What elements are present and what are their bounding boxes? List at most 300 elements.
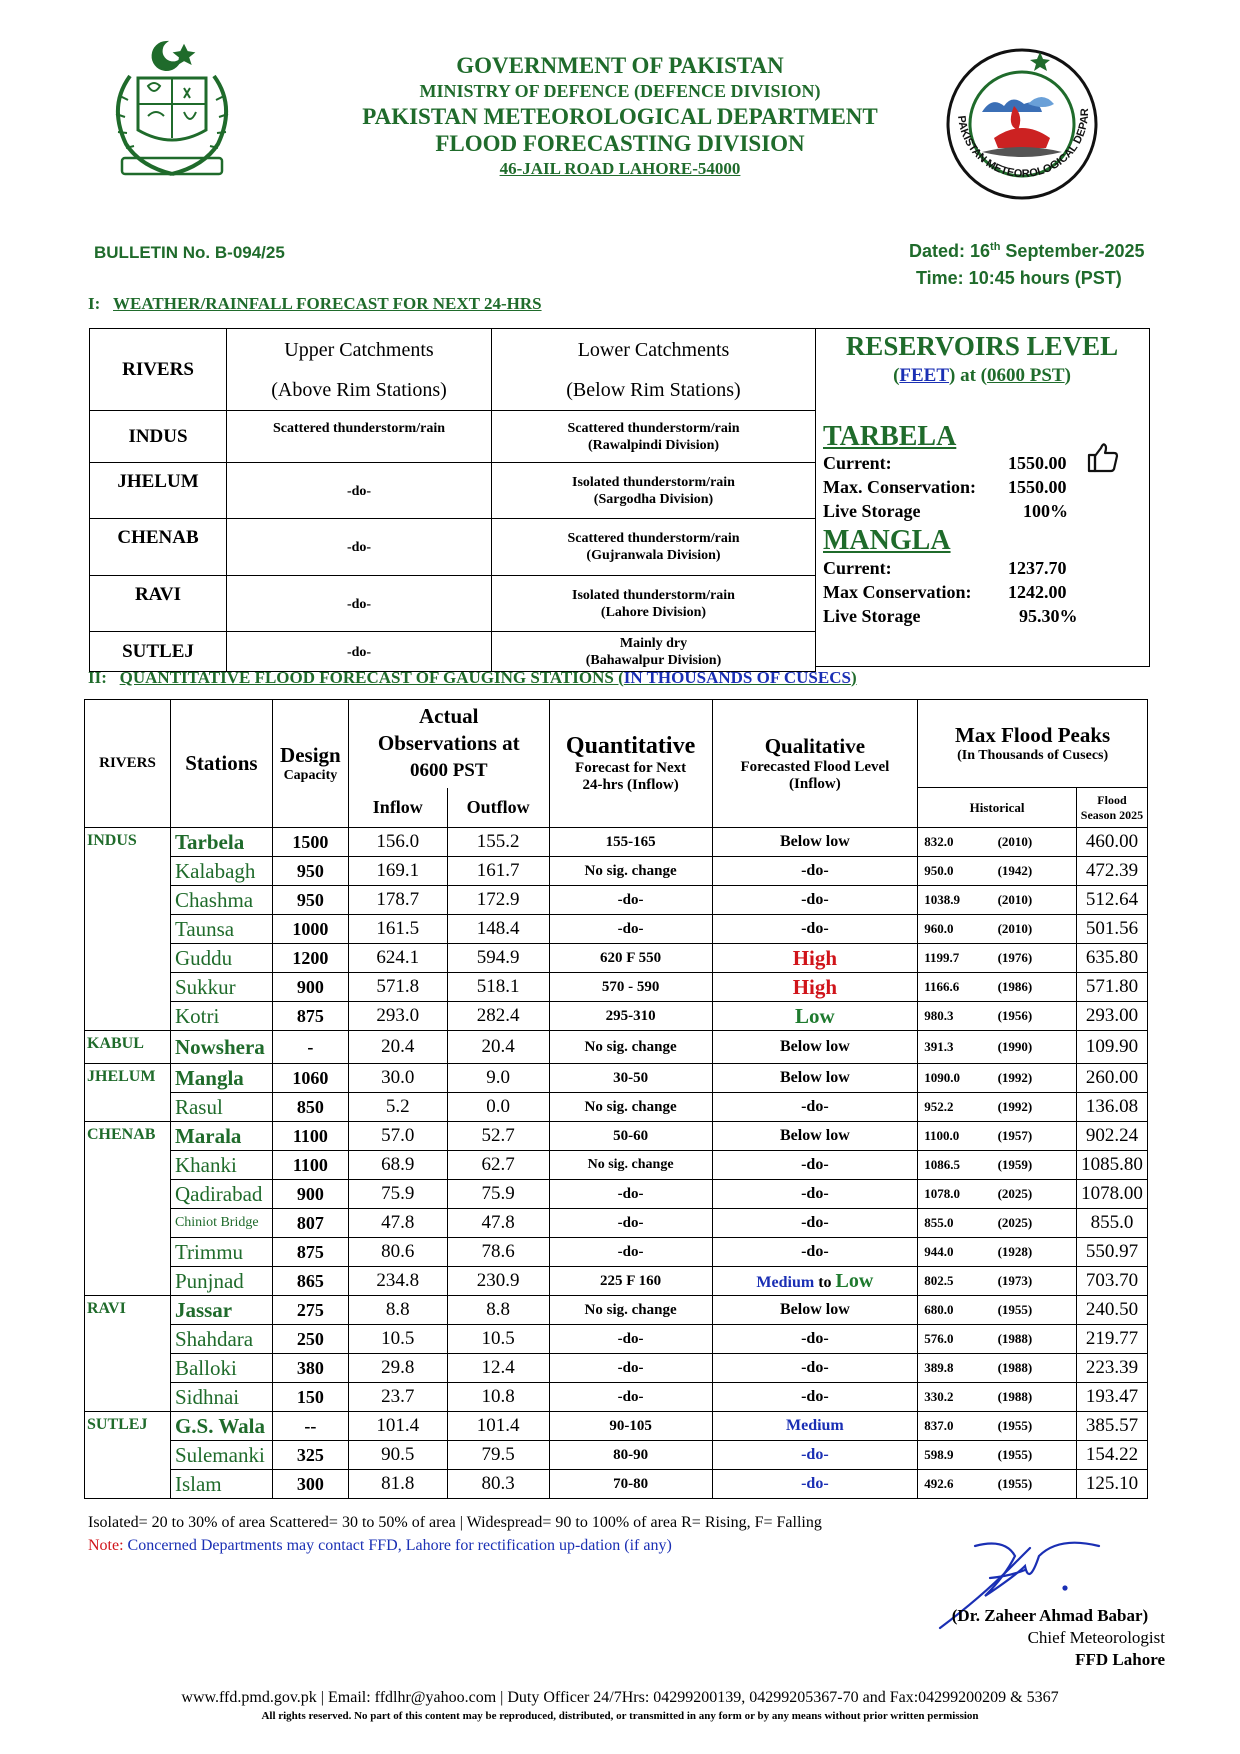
design-capacity: -- (272, 1412, 348, 1441)
table-row (85, 1122, 1148, 1151)
historical-year: (1992) (997, 1070, 1033, 1085)
quantitative-forecast: No sig. change (549, 1093, 712, 1122)
outflow-value: 282.4 (447, 1002, 549, 1031)
col-header-rivers: RIVERS (85, 700, 171, 828)
table-row (85, 886, 1148, 915)
outflow-value: 8.8 (447, 1296, 549, 1325)
mangla-current-value: 1237.70 (1008, 558, 1067, 578)
qualitative-forecast: -do- (712, 1383, 918, 1412)
design-capacity: 900 (272, 973, 348, 1002)
season-peak: 109.90 (1076, 1031, 1147, 1064)
season-peak: 293.00 (1076, 1002, 1147, 1031)
historical-peak (918, 944, 1077, 973)
historical-value: 1086.5 (924, 1157, 960, 1172)
qualitative-forecast: High (712, 973, 918, 1002)
station-name: Sidhnai (170, 1383, 272, 1412)
season-peak: 193.47 (1076, 1383, 1147, 1412)
outflow-value: 101.4 (447, 1412, 549, 1441)
inflow-value: 293.0 (348, 1002, 447, 1031)
season-peak: 1085.80 (1076, 1151, 1147, 1180)
season-peak: 501.56 (1076, 915, 1147, 944)
station-name: Rasul (170, 1093, 272, 1122)
season-peak: 550.97 (1076, 1238, 1147, 1267)
design-capacity: 807 (272, 1209, 348, 1238)
outflow-value: 62.7 (447, 1151, 549, 1180)
design-capacity: 1200 (272, 944, 348, 973)
station-name: Jassar (170, 1296, 272, 1325)
design-capacity: 325 (272, 1441, 348, 1470)
table-row (85, 1325, 1148, 1354)
station-name: Chiniot Bridge (170, 1209, 272, 1238)
table-row (85, 1002, 1148, 1031)
mangla-current-label: Current: (823, 558, 892, 578)
outflow-value: 78.6 (447, 1238, 549, 1267)
station-name: Balloki (170, 1354, 272, 1383)
inflow-value: 75.9 (348, 1180, 447, 1209)
station-name: Mangla (170, 1064, 272, 1093)
historical-year: (1988) (997, 1331, 1033, 1346)
tarbela-max-label: Max. Conservation: (823, 477, 976, 497)
quantitative-forecast: 80-90 (549, 1441, 712, 1470)
historical-peak (918, 1122, 1077, 1151)
mangla-live-label: Live Storage (823, 606, 921, 626)
qualitative-forecast: Below low (712, 1064, 918, 1093)
historical-value: 960.0 (924, 921, 954, 936)
design-capacity: 275 (272, 1296, 348, 1325)
historical-year: (1988) (997, 1360, 1033, 1375)
reservoirs-title: RESERVOIRS LEVEL (845, 331, 1119, 361)
qualitative-forecast: -do- (712, 1238, 918, 1267)
historical-value: 1090.0 (924, 1070, 960, 1085)
station-name: Islam (170, 1470, 272, 1499)
upper-forecast: Scattered thunderstorm/rain (227, 411, 492, 463)
qualitative-forecast: -do- (712, 857, 918, 886)
historical-peak (918, 1470, 1077, 1499)
outflow-value: 9.0 (447, 1064, 549, 1093)
header-line-2: MINISTRY OF DEFENCE (DEFENCE DIVISION) (419, 81, 821, 101)
outflow-value: 518.1 (447, 973, 549, 1002)
inflow-value: 23.7 (348, 1383, 447, 1412)
season-peak: 260.00 (1076, 1064, 1147, 1093)
historical-value: 1078.0 (924, 1186, 960, 1201)
design-capacity: 300 (272, 1470, 348, 1499)
col-header-upper: Upper Catchments (Above Rim Stations) (227, 329, 492, 411)
station-name: Shahdara (170, 1325, 272, 1354)
tarbela-current-label: Current: (823, 453, 892, 473)
historical-peak (918, 1238, 1077, 1267)
qualitative-forecast (712, 1267, 918, 1296)
quantitative-forecast: 50-60 (549, 1122, 712, 1151)
table-row (85, 1412, 1148, 1441)
historical-year: (1973) (997, 1273, 1033, 1288)
season-peak: 240.50 (1076, 1296, 1147, 1325)
legend-text: Isolated= 20 to 30% of area Scattered= 30 to 50% of area | Widespread= 90 to 100% of area R= Rising, F= Falling (88, 1514, 822, 1531)
table-row (85, 944, 1148, 973)
table-row (85, 1383, 1148, 1412)
quantitative-forecast: 30-50 (549, 1064, 712, 1093)
historical-value: 980.3 (924, 1008, 954, 1023)
historical-value: 1100.0 (924, 1128, 960, 1143)
lower-forecast: Mainly dry (Bahawalpur Division) (492, 632, 816, 672)
outflow-value: 155.2 (447, 828, 549, 857)
inflow-value: 20.4 (348, 1031, 447, 1064)
upper-forecast: -do- (227, 519, 492, 576)
historical-value: 837.0 (924, 1418, 954, 1433)
historical-peak (918, 1383, 1077, 1412)
river-cell: INDUS (85, 828, 171, 1031)
season-peak: 635.80 (1076, 944, 1147, 973)
quantitative-forecast: No sig. change (549, 857, 712, 886)
historical-value: 389.8 (924, 1360, 954, 1375)
season-peak: 571.80 (1076, 973, 1147, 1002)
tarbela-name: TARBELA (823, 421, 957, 452)
design-capacity: 875 (272, 1238, 348, 1267)
quantitative-forecast: No sig. change (549, 1151, 712, 1180)
historical-value: 576.0 (924, 1331, 954, 1346)
design-capacity: 1500 (272, 828, 348, 857)
qualitative-forecast: -do- (712, 915, 918, 944)
outflow-value: 10.5 (447, 1325, 549, 1354)
season-peak: 125.10 (1076, 1470, 1147, 1499)
station-name: G.S. Wala (170, 1412, 272, 1441)
historical-year: (1957) (997, 1128, 1033, 1143)
historical-peak (918, 1209, 1077, 1238)
river-cell: SUTLEJ (85, 1412, 171, 1499)
design-capacity: 900 (272, 1180, 348, 1209)
pmd-logo (930, 42, 1115, 207)
header-line-3: PAKISTAN METEOROLOGICAL DEPARTMENT (362, 104, 878, 129)
station-name: Tarbela (170, 828, 272, 857)
mangla-live-value: 95.30% (1019, 606, 1078, 626)
design-capacity: 380 (272, 1354, 348, 1383)
design-capacity: - (272, 1031, 348, 1064)
inflow-value: 624.1 (348, 944, 447, 973)
outflow-value: 47.8 (447, 1209, 549, 1238)
qualitative-forecast: Below low (712, 1122, 918, 1151)
qualitative-forecast: -do- (712, 886, 918, 915)
historical-year: (1928) (997, 1244, 1033, 1259)
mangla-max-value: 1242.00 (1008, 582, 1067, 602)
outflow-value: 172.9 (447, 886, 549, 915)
river-cell: CHENAB (85, 1122, 171, 1296)
inflow-value: 101.4 (348, 1412, 447, 1441)
historical-year: (1959) (997, 1157, 1033, 1172)
historical-peak (918, 1325, 1077, 1354)
inflow-value: 90.5 (348, 1441, 447, 1470)
col-header-season: Flood Season 2025 (1076, 788, 1147, 828)
historical-peak (918, 1412, 1077, 1441)
river-cell: JHELUM (85, 1064, 171, 1122)
quantitative-forecast: 295-310 (549, 1002, 712, 1031)
qualitative-forecast: -do- (712, 1151, 918, 1180)
tarbela-current-value: 1550.00 (1008, 453, 1067, 473)
season-peak: 385.57 (1076, 1412, 1147, 1441)
historical-value: 680.0 (924, 1302, 954, 1317)
reservoirs-subtitle: (FEET) at (0600 PST) (893, 365, 1071, 386)
table-row (85, 1441, 1148, 1470)
thumbs-up-icon (1086, 441, 1120, 475)
qualitative-forecast: -do- (712, 1470, 918, 1499)
table-row (85, 1151, 1148, 1180)
col-header-lower: Lower Catchments (Below Rim Stations) (492, 329, 816, 411)
quantitative-forecast: 570 - 590 (549, 973, 712, 1002)
inflow-value: 178.7 (348, 886, 447, 915)
table-row (85, 1296, 1148, 1325)
inflow-value: 80.6 (348, 1238, 447, 1267)
table-row (85, 1470, 1148, 1499)
outflow-value: 75.9 (447, 1180, 549, 1209)
station-name: Taunsa (170, 915, 272, 944)
historical-value: 1166.6 (924, 979, 960, 994)
inflow-value: 571.8 (348, 973, 447, 1002)
historical-peak (918, 886, 1077, 915)
design-capacity: 875 (272, 1002, 348, 1031)
table-row (85, 1209, 1148, 1238)
station-name: Marala (170, 1122, 272, 1151)
historical-peak (918, 1296, 1077, 1325)
design-capacity: 250 (272, 1325, 348, 1354)
design-capacity: 1000 (272, 915, 348, 944)
quantitative-forecast: -do- (549, 1325, 712, 1354)
season-peak: 136.08 (1076, 1093, 1147, 1122)
signatory-name: (Dr. Zaheer Ahmad Babar) (951, 1606, 1149, 1625)
table-row (85, 857, 1148, 886)
season-peak: 460.00 (1076, 828, 1147, 857)
bulletin-time: Time: 10:45 hours (PST) (916, 268, 1122, 288)
historical-year: (1955) (997, 1302, 1033, 1317)
quantitative-forecast: No sig. change (549, 1296, 712, 1325)
quantitative-forecast: -do- (549, 915, 712, 944)
station-name: Kalabagh (170, 857, 272, 886)
col-header-max-peaks: Max Flood Peaks (In Thousands of Cusecs) (918, 700, 1148, 788)
historical-value: 1199.7 (924, 950, 960, 965)
design-capacity: 865 (272, 1267, 348, 1296)
qualitative-forecast: Below low (712, 828, 918, 857)
col-header-inflow: Inflow (348, 788, 447, 828)
historical-value: 391.3 (924, 1039, 954, 1054)
design-capacity: 1060 (272, 1064, 348, 1093)
outflow-value: 148.4 (447, 915, 549, 944)
outflow-value: 0.0 (447, 1093, 549, 1122)
historical-year: (2010) (997, 834, 1033, 849)
quantitative-forecast: 90-105 (549, 1412, 712, 1441)
table-row (85, 828, 1148, 857)
footer-rights: All rights reserved. No part of this content may be reproduced, distributed, or transmitted in any form or by any means without prior written permission (261, 1710, 979, 1722)
flood-forecast-table (84, 699, 1148, 1499)
historical-value: 944.0 (924, 1244, 954, 1259)
season-peak: 855.0 (1076, 1209, 1147, 1238)
inflow-value: 30.0 (348, 1064, 447, 1093)
qual-level-a: Medium (756, 1273, 815, 1291)
quantitative-forecast: -do- (549, 1383, 712, 1412)
station-name: Trimmu (170, 1238, 272, 1267)
river-cell: JHELUM (90, 463, 227, 519)
col-header-quantitative: Quantitative Forecast for Next 24-hrs (Inflow) (549, 700, 712, 828)
inflow-value: 8.8 (348, 1296, 447, 1325)
historical-year: (1956) (997, 1008, 1033, 1023)
historical-peak (918, 828, 1077, 857)
station-name: Sulemanki (170, 1441, 272, 1470)
outflow-value: 10.8 (447, 1383, 549, 1412)
inflow-value: 68.9 (348, 1151, 447, 1180)
lower-forecast: Scattered thunderstorm/rain (Gujranwala Division) (492, 519, 816, 576)
historical-value: 492.6 (924, 1476, 954, 1491)
historical-peak (918, 1151, 1077, 1180)
historical-year: (1990) (997, 1039, 1033, 1054)
outflow-value: 79.5 (447, 1441, 549, 1470)
historical-value: 950.0 (924, 863, 954, 878)
inflow-value: 10.5 (348, 1325, 447, 1354)
table-row (85, 1267, 1148, 1296)
inflow-value: 5.2 (348, 1093, 447, 1122)
station-name: Punjnad (170, 1267, 272, 1296)
season-peak: 154.22 (1076, 1441, 1147, 1470)
table-row (85, 1238, 1148, 1267)
outflow-value: 594.9 (447, 944, 549, 973)
station-name: Nowshera (170, 1031, 272, 1064)
historical-year: (2010) (997, 921, 1033, 936)
historical-peak (918, 1002, 1077, 1031)
inflow-value: 161.5 (348, 915, 447, 944)
col-header-actual: Actual Observations at 0600 PST (348, 700, 549, 788)
header-line-1: GOVERNMENT OF PAKISTAN (456, 53, 784, 78)
tarbela-live-value: 100% (1023, 501, 1068, 521)
upper-forecast: -do- (227, 463, 492, 519)
historical-value: 952.2 (924, 1099, 954, 1114)
qualitative-forecast: Medium (712, 1412, 918, 1441)
col-header-stations: Stations (170, 700, 272, 828)
qualitative-forecast: Below low (712, 1296, 918, 1325)
table-row (85, 915, 1148, 944)
quantitative-forecast: No sig. change (549, 1031, 712, 1064)
qual-level-b: Low (835, 1269, 874, 1292)
col-header-design: Design Capacity (272, 700, 348, 828)
qualitative-forecast: -do- (712, 1180, 918, 1209)
quantitative-forecast: -do- (549, 1209, 712, 1238)
station-name: Qadirabad (170, 1180, 272, 1209)
inflow-value: 57.0 (348, 1122, 447, 1151)
river-cell: RAVI (85, 1296, 171, 1412)
upper-forecast: -do- (227, 632, 492, 672)
outflow-value: 12.4 (447, 1354, 549, 1383)
design-capacity: 1100 (272, 1122, 348, 1151)
historical-year: (2025) (997, 1215, 1033, 1230)
quantitative-forecast: -do- (549, 886, 712, 915)
outflow-value: 20.4 (447, 1031, 549, 1064)
design-capacity: 950 (272, 857, 348, 886)
note-text: Note: Concerned Departments may contact FFD, Lahore for rectification up-dation (if any) (88, 1537, 672, 1554)
signatory-office: FFD Lahore (1075, 1650, 1165, 1669)
lower-forecast: Isolated thunderstorm/rain (Sargodha Division) (492, 463, 816, 519)
historical-year: (1955) (997, 1476, 1033, 1491)
season-peak: 219.77 (1076, 1325, 1147, 1354)
quantitative-forecast: 225 F 160 (549, 1267, 712, 1296)
outflow-value: 230.9 (447, 1267, 549, 1296)
season-peak: 703.70 (1076, 1267, 1147, 1296)
quantitative-forecast: 70-80 (549, 1470, 712, 1499)
outflow-value: 52.7 (447, 1122, 549, 1151)
col-header-outflow: Outflow (447, 788, 549, 828)
historical-year: (1976) (997, 950, 1033, 965)
historical-value: 330.2 (924, 1389, 954, 1404)
river-cell: SUTLEJ (90, 632, 227, 672)
historical-peak (918, 1354, 1077, 1383)
table-row (85, 1064, 1148, 1093)
historical-peak (918, 1180, 1077, 1209)
design-capacity: 850 (272, 1093, 348, 1122)
qualitative-forecast: Below low (712, 1031, 918, 1064)
qual-connector: to (814, 1273, 836, 1291)
design-capacity: 1100 (272, 1151, 348, 1180)
inflow-value: 169.1 (348, 857, 447, 886)
qualitative-forecast: -do- (712, 1354, 918, 1383)
historical-year: (1955) (997, 1418, 1033, 1433)
bulletin-number: BULLETIN No. B-094/25 (94, 243, 285, 262)
inflow-value: 81.8 (348, 1470, 447, 1499)
station-name: Sukkur (170, 973, 272, 1002)
col-header-historical: Historical (918, 788, 1077, 828)
inflow-value: 47.8 (348, 1209, 447, 1238)
outflow-value: 161.7 (447, 857, 549, 886)
outflow-value: 80.3 (447, 1470, 549, 1499)
header-line-4: FLOOD FORECASTING DIVISION (435, 131, 805, 156)
qualitative-forecast: -do- (712, 1325, 918, 1354)
historical-year: (1955) (997, 1447, 1033, 1462)
mangla-name: MANGLA (823, 525, 951, 556)
river-cell: RAVI (90, 576, 227, 632)
historical-peak (918, 1441, 1077, 1470)
inflow-value: 234.8 (348, 1267, 447, 1296)
season-peak: 472.39 (1076, 857, 1147, 886)
station-name: Chashma (170, 886, 272, 915)
qualitative-forecast: -do- (712, 1209, 918, 1238)
header-address: 46-JAIL ROAD LAHORE-54000 (499, 159, 741, 178)
section-1-heading: I: WEATHER/RAINFALL FORECAST FOR NEXT 24-HRS (88, 294, 542, 313)
design-capacity: 950 (272, 886, 348, 915)
section-2-heading: II: QUANTITATIVE FLOOD FORECAST OF GAUGING STATIONS (IN THOUSANDS OF CUSECS) (88, 668, 857, 687)
historical-year: (1988) (997, 1389, 1033, 1404)
tarbela-max-value: 1550.00 (1008, 477, 1067, 497)
pmd-logo-text: PAKISTAN METEOROLOGICAL DEPAR (955, 108, 1092, 181)
historical-peak (918, 857, 1077, 886)
historical-year: (1986) (997, 979, 1033, 994)
season-peak: 902.24 (1076, 1122, 1147, 1151)
station-name: Guddu (170, 944, 272, 973)
historical-value: 1038.9 (924, 892, 960, 907)
reservoirs-panel (815, 328, 1150, 667)
historical-value: 802.5 (924, 1273, 954, 1288)
historical-year: (2025) (997, 1186, 1033, 1201)
historical-peak (918, 973, 1077, 1002)
historical-peak (918, 1267, 1077, 1296)
mangla-max-label: Max Conservation: (823, 582, 972, 602)
quantitative-forecast: 620 F 550 (549, 944, 712, 973)
historical-year: (1942) (997, 863, 1033, 878)
qualitative-forecast: -do- (712, 1093, 918, 1122)
season-peak: 1078.00 (1076, 1180, 1147, 1209)
table-row (85, 1093, 1148, 1122)
upper-forecast: -do- (227, 576, 492, 632)
lower-forecast: Isolated thunderstorm/rain (Lahore Division) (492, 576, 816, 632)
historical-year: (1992) (997, 1099, 1033, 1114)
river-cell: INDUS (90, 411, 227, 463)
inflow-value: 156.0 (348, 828, 447, 857)
table-row (85, 1031, 1148, 1064)
table-row (85, 1180, 1148, 1209)
river-cell: KABUL (85, 1031, 171, 1064)
lower-forecast: Scattered thunderstorm/rain (Rawalpindi Division) (492, 411, 816, 463)
rainfall-forecast-table (89, 328, 816, 672)
